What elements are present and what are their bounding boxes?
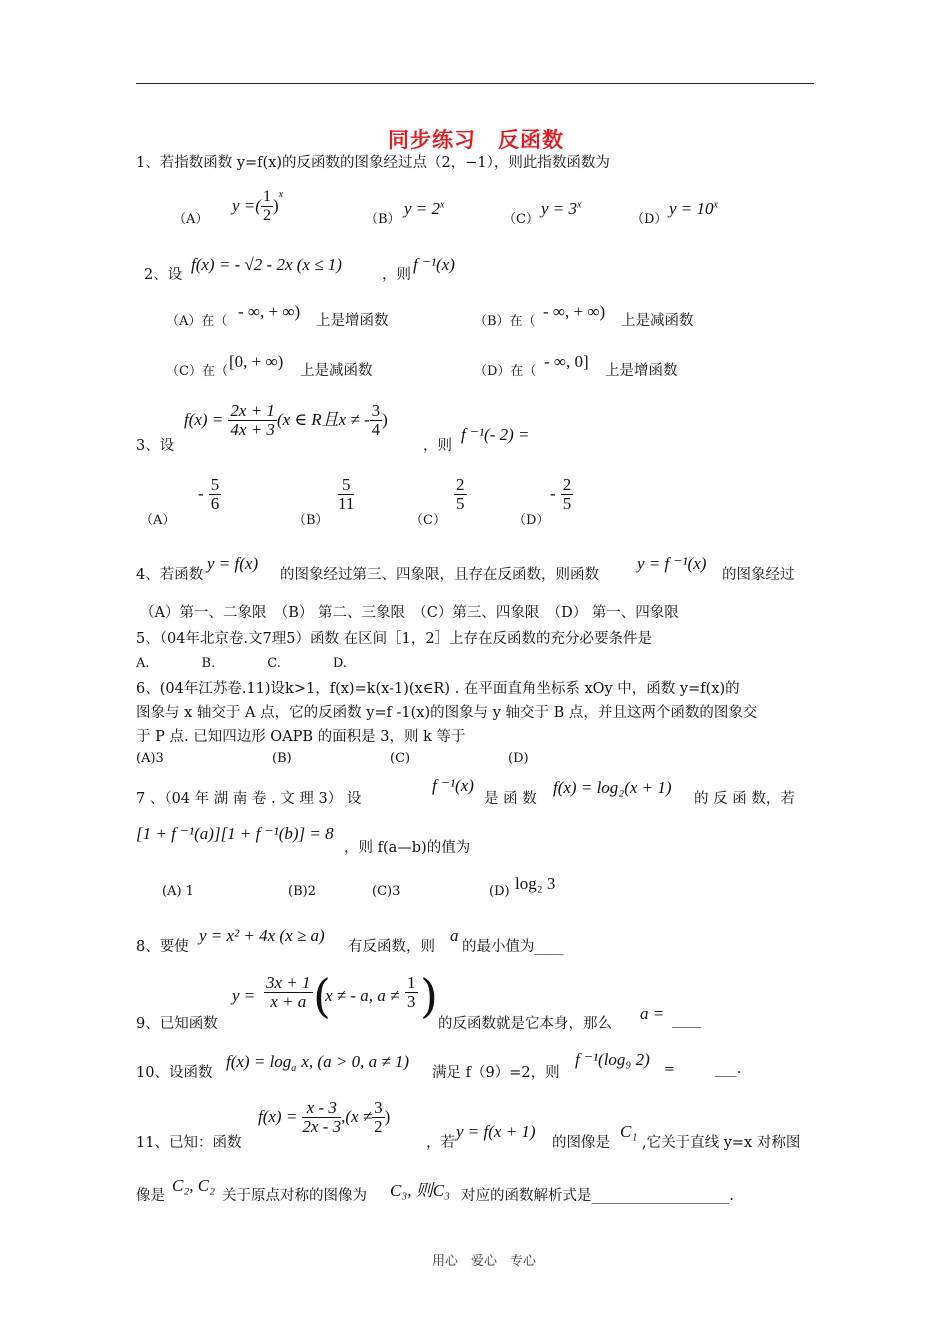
q8-pre: 8、要使 [136, 939, 189, 955]
q9-cond: x ≠ - a, a ≠ [325, 986, 400, 1005]
q4-f1: y = f(x) [207, 554, 259, 573]
q4-options: （A）第一、二象限 （B） 第二、三象限 （C）第三、四象限 （D） 第一、四象限 [140, 605, 679, 621]
q1-a-pre: y =( [232, 196, 261, 215]
q2-a-label: （A）在（ [166, 314, 228, 329]
q3-label-c: （C） [410, 513, 446, 528]
q9-blank: ____ [672, 1012, 701, 1028]
q2-c-label: （C）在（ [166, 364, 228, 379]
q3-label-b: （B） [293, 513, 329, 528]
q10-mid: 满足 f（9）=2，则 [432, 1065, 560, 1081]
q6-opt-a: (A)3 [136, 751, 164, 766]
q2-inverse: f ⁻¹(x) [413, 255, 455, 274]
q2-c-tail: 上是减函数 [300, 363, 373, 379]
q11-g: y = f(x + 1) [456, 1122, 536, 1141]
q9-y: y = [232, 986, 256, 1005]
q3-label-d: （D） [513, 513, 550, 528]
q3-option-a: - $\frac{5}{6}$ [198, 475, 220, 513]
q11-mid: ，若 [426, 1135, 455, 1151]
q9-cond-fraction: $\frac{1}{3}$ [407, 973, 416, 1011]
q10-blank: ___. [715, 1061, 742, 1077]
q9-post: 的反函数就是它本身，那么 [438, 1016, 612, 1032]
q3-mid: ，则 [423, 438, 452, 454]
q2-b-label: （B）在（ [474, 314, 536, 329]
q6-line3: 于 P 点. 已知四边形 OAPB 的面积是 3，则 k 等于 [136, 729, 466, 745]
q3-option-c: $\frac{2}{5}$ [456, 475, 465, 513]
q6-opt-b: (B) [272, 751, 292, 766]
q9-paren-right: ) [420, 969, 438, 1023]
q9-paren-left: ( [313, 969, 331, 1023]
q1-option-b: $y = 2^x$ [404, 199, 445, 218]
q9-ask: a = [640, 1004, 665, 1023]
q2-d-label: （D）在（ [474, 364, 537, 379]
q11-post1: 的图像是 [552, 1135, 610, 1151]
q5-stem: 5、（04年北京卷.文7理5）函数 在区间［1，2］上存在反函数的充分必要条件是 [136, 631, 653, 647]
q1-option-d: $y = 10^x$ [669, 199, 718, 218]
q3-fraction: $\frac{2x + 1}{4x + 3}$ [230, 401, 275, 439]
q10-pre: 10、设函数 [136, 1065, 213, 1081]
q4-mid: 的图象经过第三、四象限，且存在反函数，则函数 [280, 567, 599, 583]
q2-a-interval: - ∞, + ∞) [238, 302, 301, 321]
q3-option-b: $\frac{5}{11}$ [338, 475, 355, 513]
q11-post2: ,它关于直线 y=x 对称图 [642, 1135, 801, 1151]
q3-option-d: - $\frac{2}{5}$ [550, 475, 572, 513]
q4-post: 的图象经过 [722, 567, 795, 583]
q2-pre: 2、设 [144, 267, 183, 283]
q6-opt-d: (D) [508, 751, 529, 766]
q11-line2-c: 对应的函数解析式是___________________. [461, 1188, 734, 1204]
page-title: 同步练习 反函数 [388, 127, 564, 152]
q1-stem: 1、若指数函数 y=f(x)的反函数的图象经过点（2，−1），则此指数函数为 [136, 155, 610, 171]
q9-pre: 9、已知函数 [136, 1016, 218, 1032]
q4-f2: y = f ⁻¹(x) [637, 554, 707, 573]
q10-func: $f(x) = \log_a x$, (a > 0, a ≠ 1) [226, 1052, 410, 1075]
q2-a-tail: 上是增函数 [316, 313, 389, 329]
q2-d-tail: 上是增函数 [605, 363, 678, 379]
q7-opt-c: (C)3 [372, 884, 401, 899]
q7-opt-d: (D) [489, 884, 510, 899]
q11-pre: 11、已知：函数 [136, 1135, 242, 1151]
page-footer: 用心 爱心 专心 [432, 1254, 537, 1269]
q11-c1: C₁ [620, 1122, 638, 1141]
q8-a: a [450, 926, 459, 945]
q2-d-interval: - ∞, 0] [544, 352, 589, 371]
q1-label-b: （B） [365, 212, 401, 227]
q2-b-tail: 上是减函数 [621, 313, 694, 329]
q3-ask: f ⁻¹(- 2) = [461, 425, 530, 444]
q3-label-a: （A） [140, 513, 176, 528]
q11-line2-a: 像是 [136, 1188, 165, 1204]
q2-mid: ，则 [382, 267, 411, 283]
q8-mid: 有反函数，则 [348, 939, 435, 955]
q7-finv: f ⁻¹(x) [432, 776, 474, 795]
q1-label-a: （A） [173, 212, 209, 227]
q7-post: 的 反 函 数，若 [694, 791, 795, 807]
q7-ask: ，则 f(a—b)的值为 [344, 840, 471, 856]
q8-post: 的最小值为____ [462, 939, 564, 955]
q7-is: 是 函 数 [484, 791, 537, 807]
q3-pre: 3、设 [136, 438, 175, 454]
q6-line2: 图象与 x 轴交于 A 点，它的反函数 y=f -1(x)的图象与 y 轴交于 B 点，并且这两个函数的图象交 [136, 705, 758, 721]
q1-label-c: （C） [503, 212, 539, 227]
q10-eq: = [664, 1062, 675, 1077]
q7-pre: 7 、（04 年 湖 南 卷 . 文 理 3） 设 [136, 791, 362, 807]
q7-f: f(x) = log₂(x + 1) [553, 778, 672, 797]
q3-function: f(x) = $\frac{2x + 1}{4x + 3}$ (x ∈ R且x ≠ - $\frac{3}{4}$ ) [184, 401, 388, 439]
q7-opt-a: (A) 1 [162, 884, 194, 899]
q1-label-d: （D） [631, 212, 668, 227]
q1-a-frac: $\frac{1}{2}$ [262, 188, 271, 224]
q11-line2-b: 关于原点对称的图像为 [222, 1188, 367, 1204]
q2-c-interval: [0, + ∞) [229, 352, 284, 371]
q8-func: y = x² + 4x (x ≥ a) [199, 926, 325, 945]
header-rule [136, 83, 814, 84]
q2-func: f(x) = - √2 - 2x (x ≤ 1) [191, 255, 342, 274]
q11-func: f(x) = $\frac{x - 3}{2x - 3}$ ,(x ≠ $\frac{3}{2}$ ) [258, 1098, 391, 1136]
q7-opt-b: (B)2 [288, 884, 316, 899]
q11-c3: C₃, 则C₃ [390, 1181, 450, 1200]
q6-opt-c: (C) [390, 751, 411, 766]
q7-cond: [1 + f ⁻¹(a)][1 + f ⁻¹(b)] = 8 [136, 824, 334, 843]
q1-option-a: y =( $\frac{1}{2}$ )$^x$ [232, 188, 284, 224]
q1-option-c: $y = 3^x$ [541, 199, 582, 218]
q11-c2: C₂, C₂ [172, 1176, 215, 1195]
q2-b-interval: - ∞, + ∞) [543, 302, 606, 321]
q6-line1: 6、(04年江苏卷.11)设k>1，f(x)=k(x-1)(x∈R) . 在平面直角坐标系 xOy 中，函数 y=f(x)的 [136, 681, 740, 697]
q9-fraction: $\frac{3x + 1}{x + a}$ [266, 973, 311, 1011]
q5-options: A. B. C. D. [136, 656, 347, 671]
q7-d-value: log₂ 3 [515, 874, 556, 893]
q4-pre: 4、若函数 [136, 567, 204, 583]
q10-ask: f ⁻¹(log₉ 2) [575, 1050, 650, 1069]
